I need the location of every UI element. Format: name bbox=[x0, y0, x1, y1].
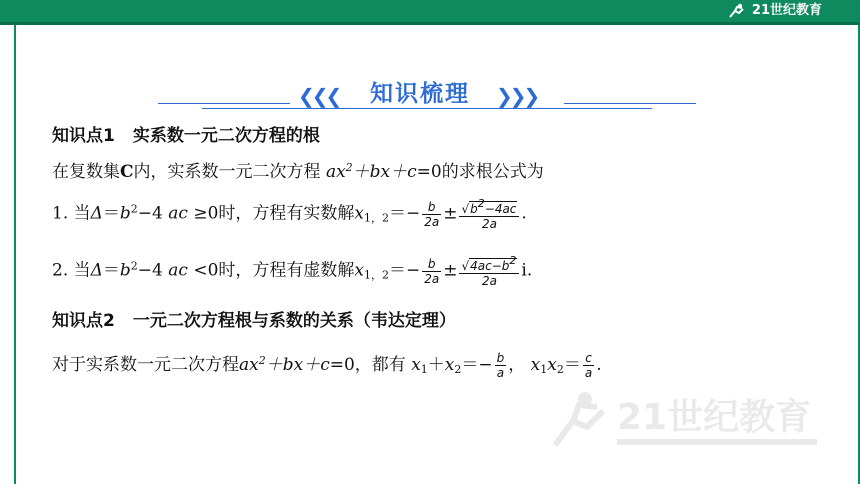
runner-logo-icon bbox=[726, 3, 748, 19]
brand-logo bbox=[726, 2, 822, 20]
heading-rule-left bbox=[158, 103, 290, 104]
vieta-quadratic: $ax^2+bx+c$ bbox=[239, 354, 330, 375]
case1-prefix: 1. 当 bbox=[52, 203, 91, 224]
case2-frac-root: $\frac{√4ac-b^2}{2a}$ bbox=[459, 254, 519, 288]
case1-frac-root: $\frac{√b^2-4ac}{2a}$ bbox=[459, 197, 519, 231]
vieta-product-frac: $\frac{c}{a}$ bbox=[584, 351, 593, 380]
vieta-line: 对于实系数一元二次方程$ax^2+bx+c=0$，都有 $x_1+x_2=-$ $\frac{b}{a}$ ， $x_1x_2=$ $\frac{c}{a}$ . bbox=[52, 351, 602, 380]
chevrons-left-icon: ❮❮❮ bbox=[298, 84, 340, 108]
heading-rule-right bbox=[564, 103, 696, 104]
banner-edge bbox=[0, 22, 860, 25]
chevrons-right-icon: ❯❯❯ bbox=[496, 84, 538, 108]
intro-text-d: =0的求根公式为 bbox=[416, 162, 544, 182]
case1-frac-b: $\frac{b}{2a}$ bbox=[424, 199, 440, 229]
complex-set-symbol: C bbox=[120, 162, 134, 182]
case1-discriminant: Δ bbox=[90, 203, 103, 224]
case2-prefix: 2. 当 bbox=[52, 260, 91, 281]
case1-condition: ≥0时，方程有实数解 bbox=[193, 203, 355, 224]
intro-text-a: 在复数集 bbox=[52, 162, 120, 182]
watermark-logo-icon bbox=[545, 385, 835, 455]
quadratic-expression: $ax^2+bx+c$ bbox=[325, 161, 417, 182]
left-border bbox=[14, 25, 16, 484]
kp2-heading bbox=[52, 310, 456, 332]
heading-underline bbox=[202, 108, 652, 109]
kp1-title: 实系数一元二次方程的根 bbox=[132, 126, 320, 146]
intro-line bbox=[52, 157, 544, 183]
kp1-heading bbox=[52, 125, 320, 147]
vieta-text-a: 对于实系数一元二次方程 bbox=[52, 355, 239, 375]
vieta-text-b: =0，都有 bbox=[329, 355, 406, 375]
section-title: 知识梳理 bbox=[370, 81, 470, 107]
kp2-label: 知识点2 bbox=[52, 311, 115, 331]
intro-text-c: 内，实系数一元二次方程 bbox=[133, 162, 321, 182]
kp2-title: 一元二次方程根与系数的关系（韦达定理） bbox=[132, 311, 456, 331]
case2-line: 2. 当$\Delta=b^2-4$ ac <0时，方程有虚数解$x_{1,2}=-$ $\frac{b}{2a}$ ± $\frac{√4ac-b^2}{2a}$ i. bbox=[52, 254, 533, 288]
case1-line: 1. 当$\Delta=b^2-4$ ac ≥0时，方程有实数解$x_{1,2}=-$ $\frac{b}{2a}$ ± $\frac{√b^2-4ac}{2a}$ . bbox=[52, 197, 527, 231]
case2-discriminant: Δ bbox=[90, 260, 103, 281]
vieta-sum-frac: $\frac{b}{a}$ bbox=[496, 351, 505, 380]
case2-condition: <0时，方程有虚数解 bbox=[193, 260, 355, 281]
case2-frac-b: $\frac{b}{2a}$ bbox=[424, 256, 440, 286]
kp1-label: 知识点1 bbox=[52, 126, 115, 146]
watermark-text: 21世纪教育 bbox=[617, 397, 812, 438]
logo-text: 21世纪教育 bbox=[751, 3, 822, 18]
